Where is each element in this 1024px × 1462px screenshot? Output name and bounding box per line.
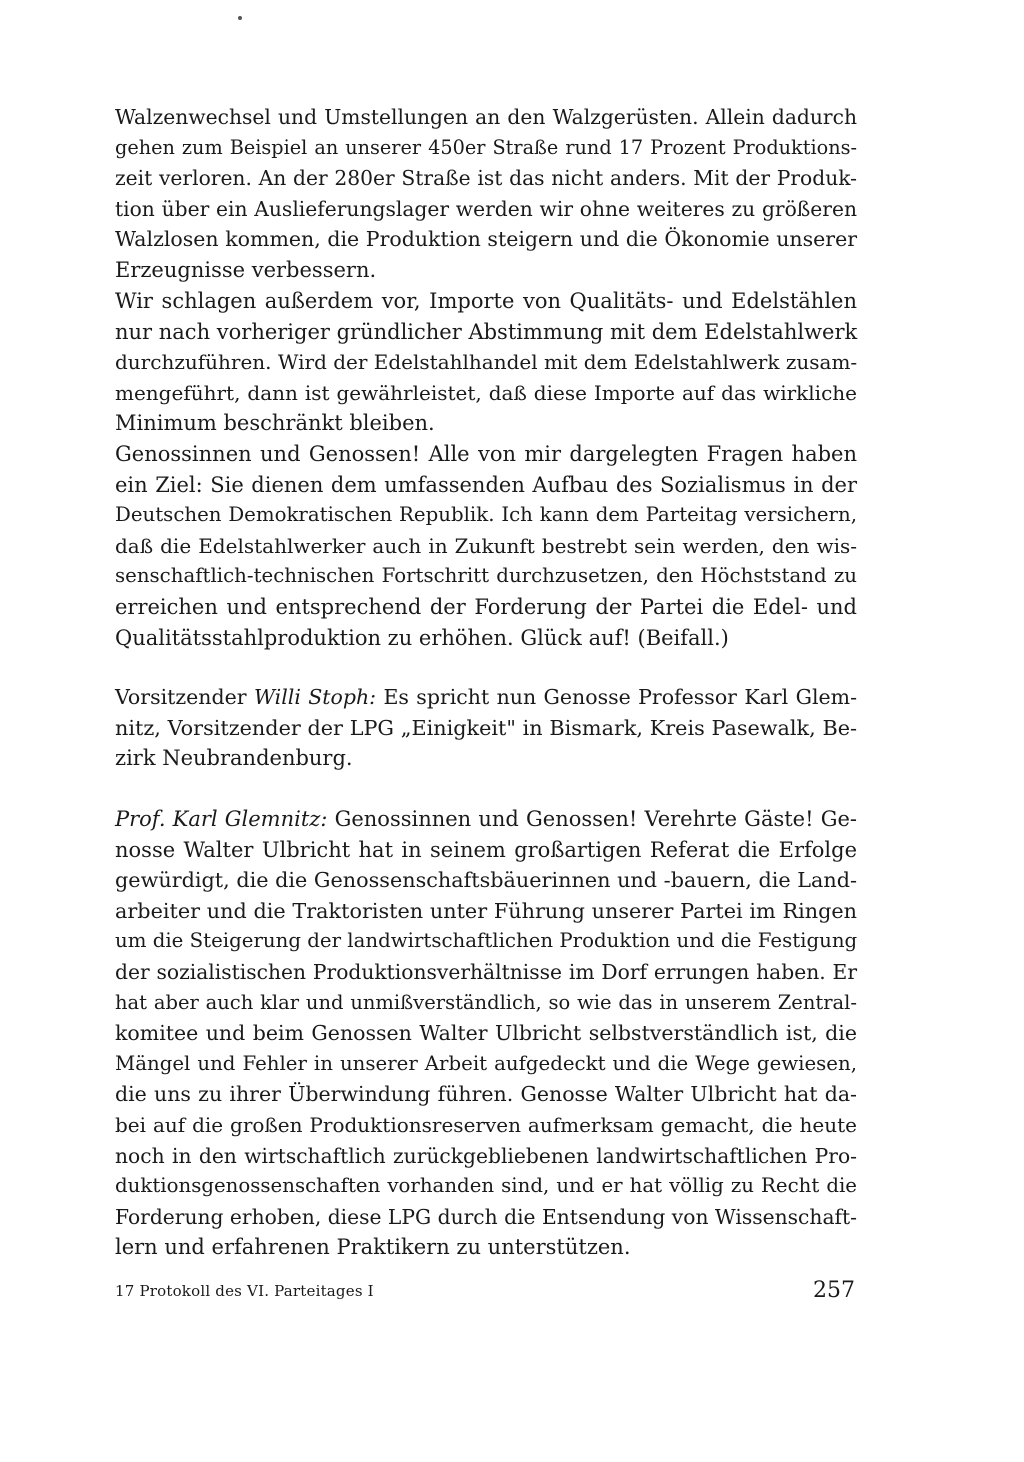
- text-line: hat aber auch klar und unmißverständlich, so wie das in unserem Zentral-: [115, 990, 857, 1014]
- text-line: senschaftlich-technischen Fortschritt durchzusetzen, den Höchststand zu: [115, 564, 857, 588]
- text-line: [115, 804, 857, 835]
- paragraph-3: [115, 439, 857, 653]
- text-line: lern und erfahrenen Praktikern zu unterstützen.: [115, 1235, 631, 1260]
- text-run: Genossinnen und Genossen! Verehrte Gäste! Ge-: [327, 807, 857, 831]
- speaker-name: Willi Stoph:: [253, 685, 377, 709]
- text-line: Deutschen Demokratischen Republik. Ich kann dem Parteitag versichern,: [115, 503, 857, 527]
- text-line: um die Steigerung der landwirtschaftlichen Produktion und die Festigung: [115, 929, 858, 953]
- text-line: Wir schlagen außerdem vor, Importe von Qualitäts- und Edelstählen: [115, 289, 857, 313]
- text-line: komitee und beim Genossen Walter Ulbricht selbstverständlich ist, die: [115, 1021, 857, 1046]
- text-line: der sozialistischen Produktionsverhältnisse im Dorf errungen haben. Er: [115, 959, 857, 984]
- text-line: nur nach vorheriger gründlicher Abstimmung mit dem Edelstahlwerk: [115, 319, 858, 344]
- text-line: die uns zu ihrer Überwindung führen. Genosse Walter Ulbricht hat da-: [115, 1082, 857, 1107]
- text-line: durchzuführen. Wird der Edelstahlhandel mit dem Edelstahlwerk zusam-: [115, 350, 858, 375]
- text-line: noch in den wirtschaftlich zurückgebliebenen landwirtschaftlichen Pro-: [115, 1143, 857, 1168]
- text-line: [115, 682, 857, 713]
- text-line: gehen zum Beispiel an unserer 450er Straße rund 17 Prozent Produktions-: [115, 135, 857, 159]
- paragraph-4: [115, 682, 857, 774]
- text-line: tion über ein Auslieferungslager werden wir ohne weiteres zu größeren: [115, 196, 857, 221]
- text-line: nitz, Vorsitzender der LPG „Einigkeit" in Bismark, Kreis Pasewalk, Be-: [115, 715, 857, 740]
- text-line: Walzenwechsel und Umstellungen an den Walzgerüsten. Allein dadurch: [115, 105, 857, 129]
- text-line: duktionsgenossenschaften vorhanden sind, und er hat völlig zu Recht die: [115, 1174, 857, 1198]
- text-line: bei auf die großen Produktionsreserven aufmerksam gemacht, die heute: [115, 1112, 857, 1137]
- text-line: Genossinnen und Genossen! Alle von mir dargelegten Fragen haben: [115, 442, 857, 466]
- text-line: arbeiter und die Traktoristen unter Führung unserer Partei im Ringen: [115, 898, 857, 923]
- text-line: erreichen und entsprechend der Forderung der Partei die Edel- und: [115, 594, 857, 619]
- text-line: Mängel und Fehler in unserer Arbeit aufgedeckt und die Wege gewiesen,: [115, 1051, 857, 1075]
- page-footer: [115, 1278, 857, 1312]
- text-line: Forderung erhoben, diese LPG durch die Entsendung von Wissenschaft-: [115, 1204, 857, 1229]
- text-line: Walzlosen kommen, die Produktion steigern und die Ökonomie unserer: [115, 227, 857, 252]
- text-line: zeit verloren. An der 280er Straße ist das nicht anders. Mit der Produk-: [115, 166, 857, 191]
- speaker-name: Prof. Karl Glemnitz:: [115, 807, 328, 831]
- paragraph-5: [115, 804, 857, 1263]
- scan-speck: [238, 16, 242, 20]
- page-number: 257: [813, 1278, 855, 1303]
- text-line: daß die Edelstahlwerker auch in Zukunft bestrebt sein werden, den wis-: [115, 533, 857, 558]
- text-run: Es spricht nun Genosse Professor Karl Glem-: [376, 685, 858, 709]
- paragraph-1: [115, 102, 857, 286]
- text-line: Qualitätsstahlproduktion zu erhöhen. Glück auf! (Beifall.): [115, 625, 729, 650]
- text-line: gewürdigt, die die Genossenschaftsbäuerinnen und -bauern, die Land-: [115, 868, 858, 893]
- chair-prefix: Vorsitzender: [115, 685, 254, 709]
- text-line: ein Ziel: Sie dienen dem umfassenden Aufbau des Sozialismus in der: [115, 472, 857, 497]
- printer-signature: 17 Protokoll des VI. Parteitages I: [115, 1282, 374, 1300]
- paragraph-2: [115, 286, 857, 439]
- text-line: mengeführt, dann ist gewährleistet, daß diese Importe auf das wirkliche: [115, 380, 857, 405]
- text-line: zirk Neubrandenburg.: [115, 746, 353, 771]
- text-line: nosse Walter Ulbricht hat in seinem großartigen Referat die Erfolge: [115, 837, 857, 862]
- text-line: Minimum beschränkt bleiben.: [115, 411, 435, 436]
- text-line: Erzeugnisse verbessern.: [115, 257, 377, 282]
